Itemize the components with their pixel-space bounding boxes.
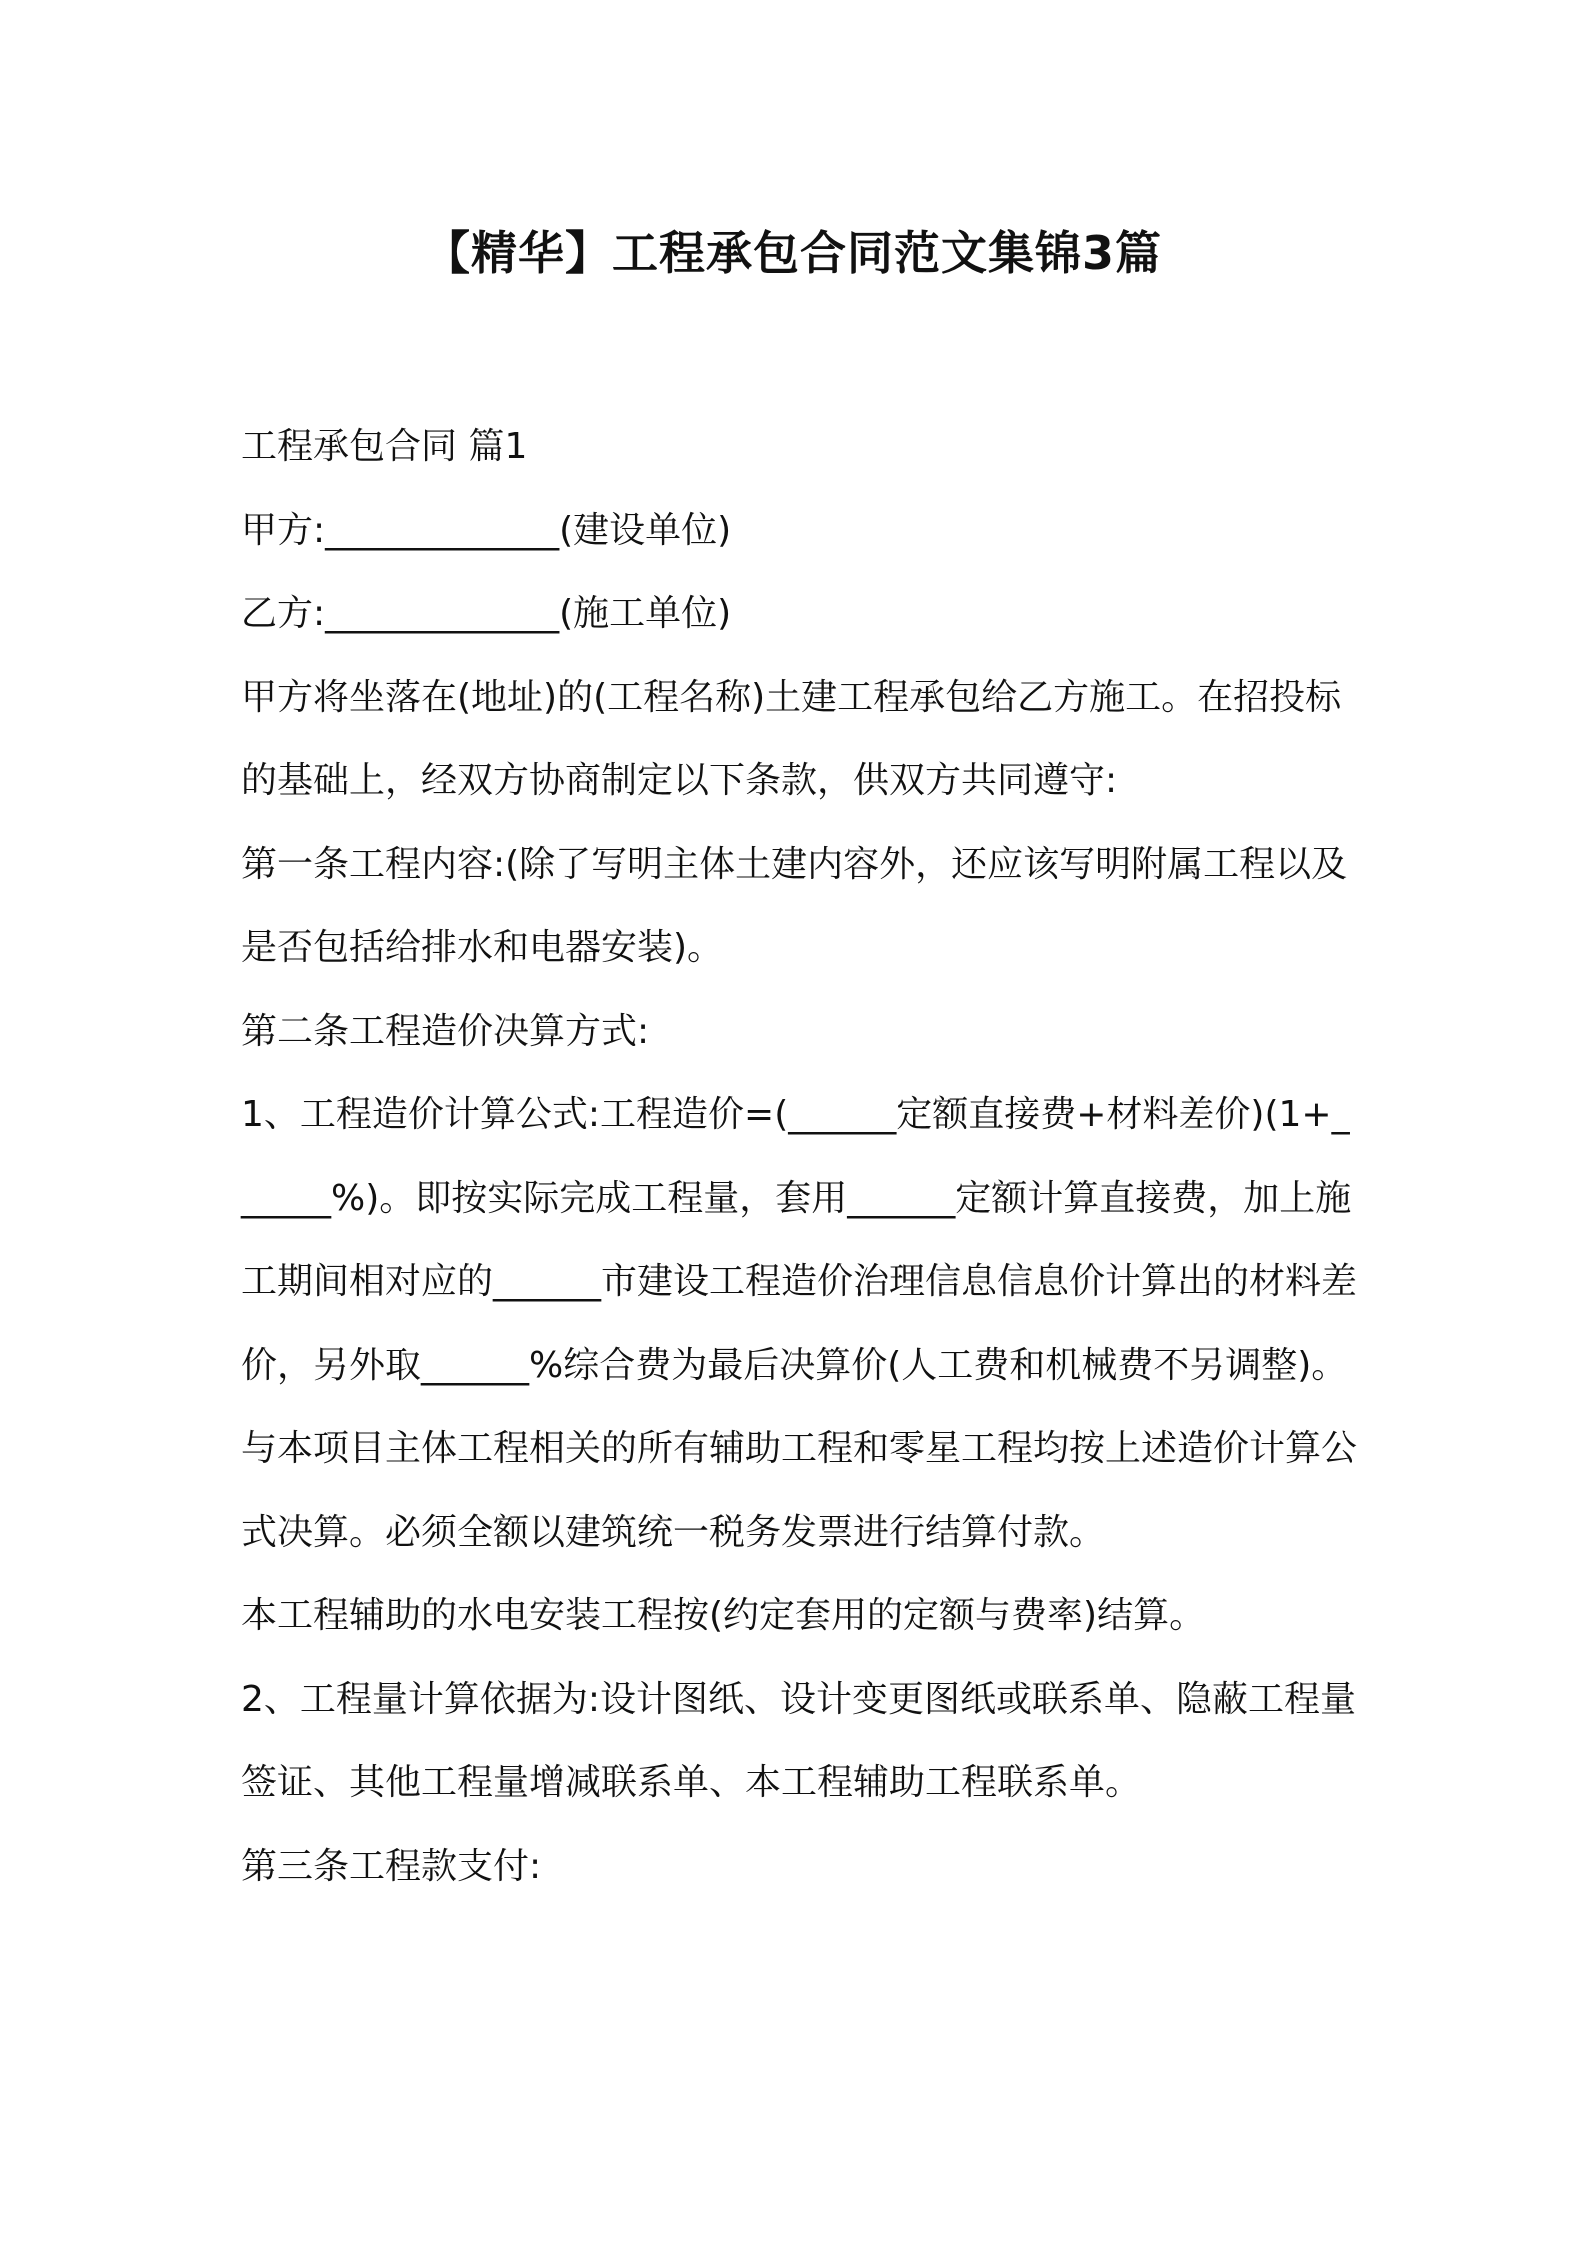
article-2-heading: 第二条工程造价决算方式: [241,1010,650,1052]
section-heading: 工程承包合同 篇1 [241,426,528,467]
article-3-heading: 第三条工程款支付: [241,1845,542,1887]
party-b-line: 乙方:_____________(施工单位) [241,593,732,634]
article-1-paragraph: 第一条工程内容:(除了写明主体土建内容外，还应该写明附属工程以及是否包括给排水和电器安装)。 [241,843,1348,968]
document-body [241,405,1361,1908]
clause-1-paragraph: 1、工程造价计算公式:工程造价=(______定额直接费+材料差价)(1+______%)。即按实际完成工程量，套用______定额计算直接费，加上施工期间相对应的______市建设工程造价治理信息信息价计算出的材料差价，另外取______%综合费为最后决算价(人工费和机械费不另调整)。 [241,1094,1358,1386]
auxiliary-works-paragraph: 与本项目主体工程相关的所有辅助工程和零星工程均按上述造价计算公式决算。必须全额以建筑统一税务发票进行结算付款。 [241,1428,1358,1553]
preamble-paragraph: 甲方将坐落在(地址)的(工程名称)土建工程承包给乙方施工。在招投标的基础上，经双方协商制定以下条款，供双方共同遵守: [241,676,1342,801]
utility-installation-paragraph: 本工程辅助的水电安装工程按(约定套用的定额与费率)结算。 [241,1595,1206,1636]
party-a-line: 甲方:_____________(建设单位) [241,509,732,551]
clause-2-paragraph: 2、工程量计算依据为:设计图纸、设计变更图纸或联系单、隐蔽工程量签证、其他工程量增减联系单、本工程辅助工程联系单。 [241,1678,1357,1803]
document-title: 【精华】工程承包合同范文集锦3篇 [423,226,1162,280]
